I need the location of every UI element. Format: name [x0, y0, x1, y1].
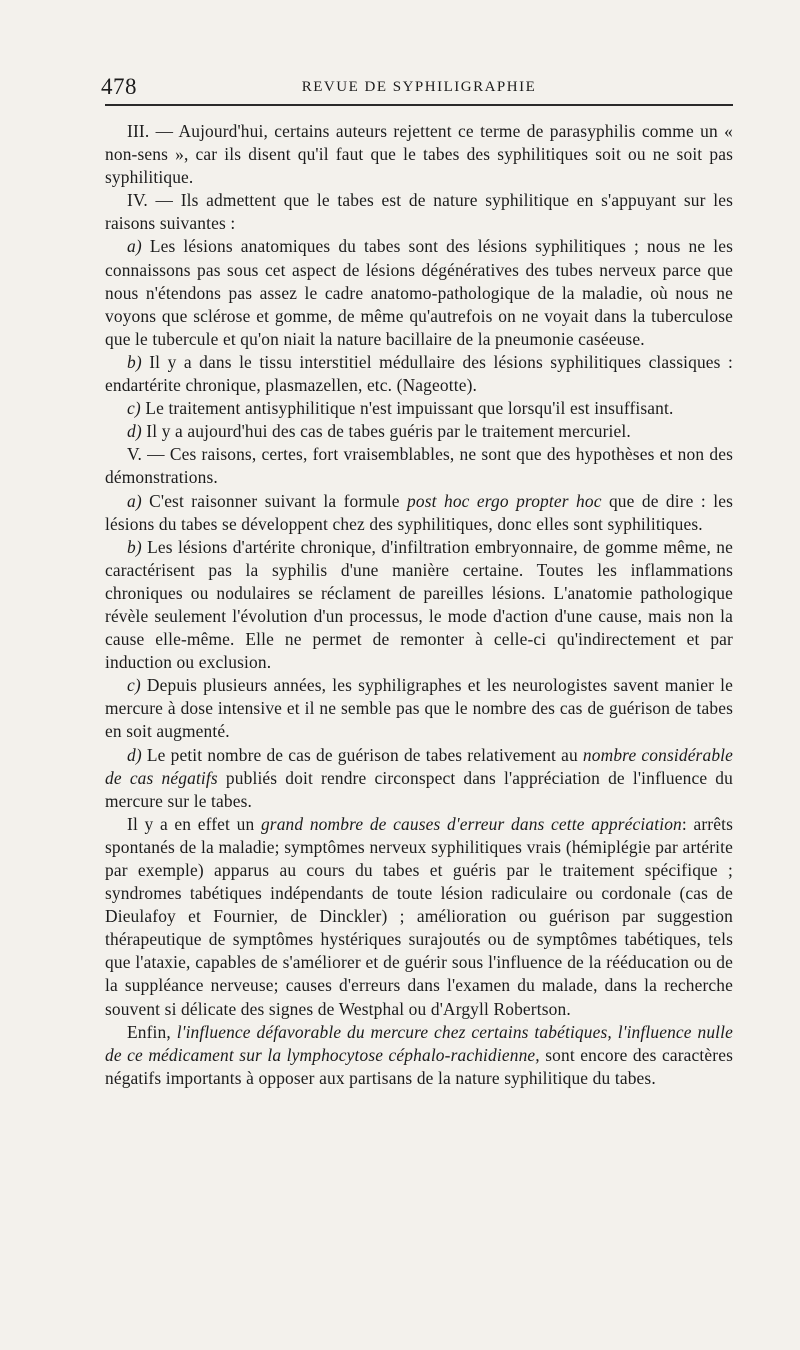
- paragraph-iv-b: b) Il y a dans le tissu interstitiel médullaire des lésions syphilitiques classiques : endartérite chronique, plasmazellen, etc. (Nageotte).: [105, 351, 733, 396]
- paragraph-v: V. — Ces raisons, certes, fort vraisemblables, ne sont que des hypothèses et non des démonstrations.: [105, 444, 733, 488]
- paragraph-v-a: a) C'est raisonner suivant la formule post hoc ergo propter hoc que de dire : les lésions du tabes se développent chez des syphilitiques, donc elles sont syphilitiques.: [105, 490, 734, 534]
- paragraph-v-c: c) Depuis plusieurs années, les syphiligraphes et les neurologistes savent manier le mercure à dose intensive et il ne semble pas que le nombre des cas de guérison de tabes en soit augmenté.: [105, 675, 733, 742]
- page-number: 478: [101, 74, 137, 99]
- running-title: REVUE DE SYPHILIGRAPHIE: [301, 79, 537, 95]
- paragraph-iv: IV. — Ils admettent que le tabes est de nature syphilitique en s'appuyant sur les raisons suivantes :: [105, 190, 733, 234]
- page-header: [101, 70, 733, 106]
- paragraph-causes-erreur: Il y a en effet un grand nombre de causes d'erreur dans cette appréciation: arrêts spontanés de la maladie; symptômes nerveux syphilitiques vrais (hémiplégie par artérite par exemple) apparus au cours du tabes et guéris par le traitement spécifique ; syndromes tabétiques indépendants de toute lésion radiculaire ou cordonale (cas de Dieulafoy et Fournier, de Dinckler) ; amélioration ou guérison par suggestion thérapeutique de symptômes hystériques surajoutés ou de symptômes tabétiques, tels que l'ataxie, capables de s'améliorer et de guérir sous l'influence de la rééducation ou de la suppléance nerveuse; causes d'erreurs dans l'examen du malade, dans la recherche souvent si délicate des signes de Westphal ou d'Argyll Robertson.: [105, 813, 734, 1019]
- paragraph-iv-a: a) Les lésions anatomiques du tabes sont des lésions syphilitiques ; nous ne les connaissons pas sous cet aspect de lésions dégénératives des tubes nerveux parce que nous n'étendons pas assez le cadre anatomo-pathologique de la maladie, où nous ne voyons que sclérose et gomme, de même qu'autrefois on ne voyait dans la tuberculose que le tubercule et qu'on niait la nature bacillaire de la pneumonie caséeuse.: [105, 236, 734, 349]
- paragraph-v-d: d) Le petit nombre de cas de guérison de tabes relativement au nombre considérable de cas négatifs publiés doit rendre circonspect dans l'appréciation de l'influence du mercure sur le tabes.: [105, 744, 734, 811]
- paragraph-enfin: Enfin, l'influence défavorable du mercure chez certains tabétiques, l'influence nulle de ce médicament sur la lymphocytose céphalo-rachidienne, sont encore des caractères négatifs importants à opposer aux partisans de la nature syphilitique du tabes.: [105, 1021, 733, 1088]
- paragraph-iii: III. — Aujourd'hui, certains auteurs rejettent ce terme de parasyphilis comme un « non-sens », car ils disent qu'il faut que le tabes des syphilitiques soit ou ne soit pas syphilitique.: [105, 121, 733, 188]
- paragraph-v-b: b) Les lésions d'artérite chronique, d'infiltration embryonnaire, de gomme même, ne caractérisent pas la syphilis d'une manière certaine. Toutes les inflammations chroniques ou nodulaires se réclament de pareilles lésions. L'anatomie pathologique révèle seulement l'évolution d'un processus, le mode d'action d'une cause, mais non la cause elle-même. Elle ne permet de remonter à celle-ci qu'indirectement et par induction ou exclusion.: [105, 536, 734, 673]
- paragraph-iv-c: c) Le traitement antisyphilitique n'est impuissant que lorsqu'il est insuffisant.: [127, 398, 674, 419]
- body-text: [105, 120, 733, 1090]
- paragraph-iv-d: d) Il y a aujourd'hui des cas de tabes guéris par le traitement mercuriel.: [127, 421, 631, 442]
- page: [101, 70, 734, 1090]
